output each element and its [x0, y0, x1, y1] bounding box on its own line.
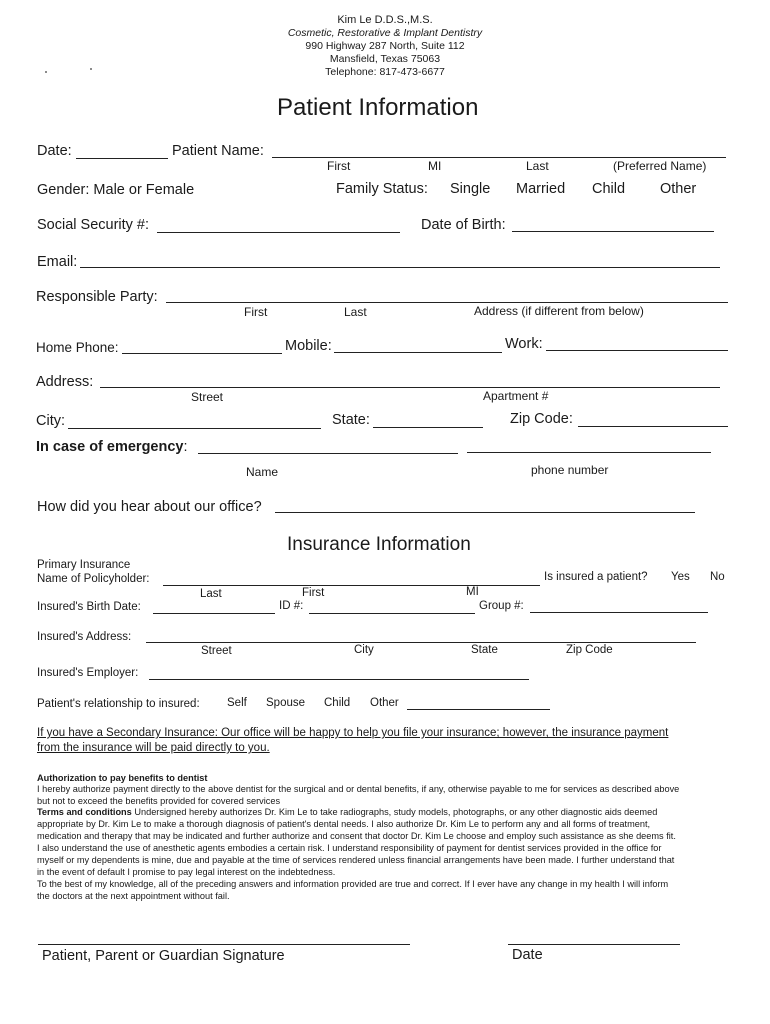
city-label: City:	[36, 413, 65, 429]
emergency-name-field[interactable]	[198, 453, 458, 454]
family-option-child[interactable]: Child	[592, 181, 626, 197]
practice-phone: Telephone: 817-473-6677	[325, 66, 445, 78]
patient-name-label: Patient Name:	[172, 143, 264, 159]
name-first-sub: First	[327, 159, 351, 173]
insured-employer-field[interactable]	[149, 679, 529, 680]
family-status-label: Family Status:	[336, 181, 428, 197]
state-field[interactable]	[373, 427, 483, 428]
relationship-other-option[interactable]: Other	[370, 697, 399, 709]
zip-label: Zip Code:	[510, 411, 573, 427]
speck-mark	[45, 71, 47, 73]
authorization-heading: Authorization to pay benefits to dentist	[37, 773, 208, 783]
relationship-self-option[interactable]: Self	[227, 697, 247, 709]
insured-birth-field[interactable]	[153, 613, 275, 614]
practice-street: 990 Highway 287 North, Suite 112	[305, 40, 465, 52]
practice-specialty: Cosmetic, Restorative & Implant Dentistry	[287, 27, 483, 39]
authorization-line: I hereby authorize payment directly to the above dentist for the surgical and or dental benefits, if any, otherwise payable to me for services as described above	[37, 784, 680, 794]
address-apartment-sub: Apartment #	[483, 389, 549, 403]
name-last-sub: Last	[526, 159, 549, 173]
hear-about-label: How did you hear about our office?	[37, 499, 262, 515]
work-label: Work:	[505, 336, 543, 352]
insured-no-option[interactable]: No	[710, 571, 725, 583]
insurance-info-title: Insurance Information	[287, 534, 471, 555]
emergency-label: In case of emergency:	[36, 439, 188, 455]
mobile-label: Mobile:	[285, 338, 332, 354]
patient-info-title: Patient Information	[277, 94, 479, 121]
speck-mark	[90, 68, 92, 70]
policyholder-field[interactable]	[163, 585, 540, 586]
signature-date-label: Date	[512, 947, 543, 963]
authorization-line: but not to exceed the benefits provided for covered services	[37, 796, 281, 806]
terms-line: myself or my dependents is mine, due and payable at the time of services rendered unless financial arrangements have been made. I further understand that	[37, 855, 675, 865]
home-phone-field[interactable]	[122, 353, 282, 354]
name-mi-sub: MI	[428, 159, 442, 173]
insured-city-sub: City	[354, 644, 374, 656]
address-label: Address:	[36, 374, 94, 390]
mobile-field[interactable]	[334, 352, 502, 353]
is-insured-patient-label: Is insured a patient?	[544, 571, 648, 583]
rp-address-sub: Address (if different from below)	[474, 304, 644, 318]
terms-line: To the best of my knowledge, all of the preceding answers and information provided are true and correct. If I ever have any change in my health I will inform	[37, 879, 669, 889]
rp-first-sub: First	[244, 305, 268, 319]
home-phone-label: Home Phone:	[36, 340, 119, 355]
terms-line: the doctors at the next appointment without fail.	[37, 891, 230, 901]
practice-city: Mansfield, Texas 75063	[329, 53, 441, 65]
dob-field[interactable]	[512, 231, 714, 232]
insured-state-sub: State	[471, 644, 498, 656]
insured-street-sub: Street	[201, 645, 232, 657]
insured-address-label: Insured's Address:	[37, 631, 132, 643]
signature-label: Patient, Parent or Guardian Signature	[42, 948, 285, 964]
terms-line: medication and therapy that may be indicated and further authorize and consent that doctor Dr. Kim Le choose and employ such assistance as she deems fit.	[37, 831, 676, 841]
emergency-phone-field[interactable]	[467, 452, 711, 453]
family-option-single[interactable]: Single	[450, 181, 491, 197]
doctor-name: Kim Le D.D.S.,M.S.	[337, 14, 433, 26]
email-label: Email:	[37, 254, 78, 270]
emergency-phone-sub: phone number	[531, 463, 609, 477]
policyholder-label: Name of Policyholder:	[37, 573, 150, 585]
hear-about-field[interactable]	[275, 512, 695, 513]
ssn-field[interactable]	[157, 232, 400, 233]
zip-field[interactable]	[578, 426, 728, 427]
name-preferred-sub: (Preferred Name)	[613, 159, 707, 173]
signature-field[interactable]	[38, 944, 410, 945]
primary-insurance-label: Primary Insurance	[37, 559, 131, 571]
responsible-party-label: Responsible Party:	[36, 289, 158, 305]
work-field[interactable]	[546, 350, 728, 351]
city-field[interactable]	[68, 428, 321, 429]
patient-name-field[interactable]	[272, 157, 726, 158]
insured-employer-label: Insured's Employer:	[37, 667, 139, 679]
dob-label: Date of Birth:	[421, 217, 506, 233]
policy-first-sub: First	[302, 587, 325, 599]
secondary-insurance-note-line1: If you have a Secondary Insurance: Our office will be happy to help you file your insurance; however, the insurance payment	[37, 727, 669, 739]
address-field[interactable]	[100, 387, 720, 388]
state-label: State:	[332, 412, 370, 428]
policy-mi-sub: MI	[466, 586, 479, 598]
insured-yes-option[interactable]: Yes	[671, 571, 690, 583]
terms-line: Terms and conditions Undersigned hereby authorizes Dr. Kim Le to take radiographs, study models, photographs, or any other diagnostic aids deemed	[37, 807, 658, 817]
family-option-married[interactable]: Married	[516, 181, 566, 197]
date-label: Date:	[37, 143, 72, 159]
responsible-party-field[interactable]	[166, 302, 728, 303]
relationship-spouse-option[interactable]: Spouse	[266, 697, 306, 709]
group-label: Group #:	[479, 600, 524, 612]
insured-address-field[interactable]	[146, 642, 696, 643]
address-street-sub: Street	[191, 390, 224, 404]
group-field[interactable]	[530, 612, 708, 613]
terms-line: appropriate by Dr. Kim Le to make a thorough diagnosis of patient's dental needs. I also authorize Dr. Kim Le to perform any and all forms of treatment,	[37, 819, 651, 829]
terms-line: in the event of default I promise to pay legal interest on the indebtedness.	[37, 867, 336, 877]
secondary-insurance-note-line2: from the insurance will be paid directly to you.	[37, 742, 270, 754]
date-field[interactable]	[76, 158, 168, 159]
ssn-label: Social Security #:	[37, 217, 150, 233]
emergency-name-sub: Name	[246, 465, 279, 479]
gender-label[interactable]: Gender: Male or Female	[37, 182, 195, 198]
signature-date-field[interactable]	[508, 944, 680, 945]
rp-last-sub: Last	[344, 305, 367, 319]
policy-last-sub: Last	[200, 588, 222, 600]
relationship-child-option[interactable]: Child	[324, 697, 351, 709]
insured-birth-label: Insured's Birth Date:	[37, 601, 141, 613]
insured-zip-sub: Zip Code	[566, 644, 613, 656]
relationship-other-field[interactable]	[407, 709, 550, 710]
terms-line: I also understand the use of anesthetic agents embodies a certain risk. I understand responsibility of payment for dentist services provided in the office for	[37, 843, 662, 853]
relationship-label: Patient's relationship to insured:	[37, 698, 200, 710]
email-field[interactable]	[80, 267, 720, 268]
family-option-other[interactable]: Other	[660, 181, 697, 197]
insured-id-field[interactable]	[309, 613, 475, 614]
insured-id-label: ID #:	[279, 600, 304, 612]
